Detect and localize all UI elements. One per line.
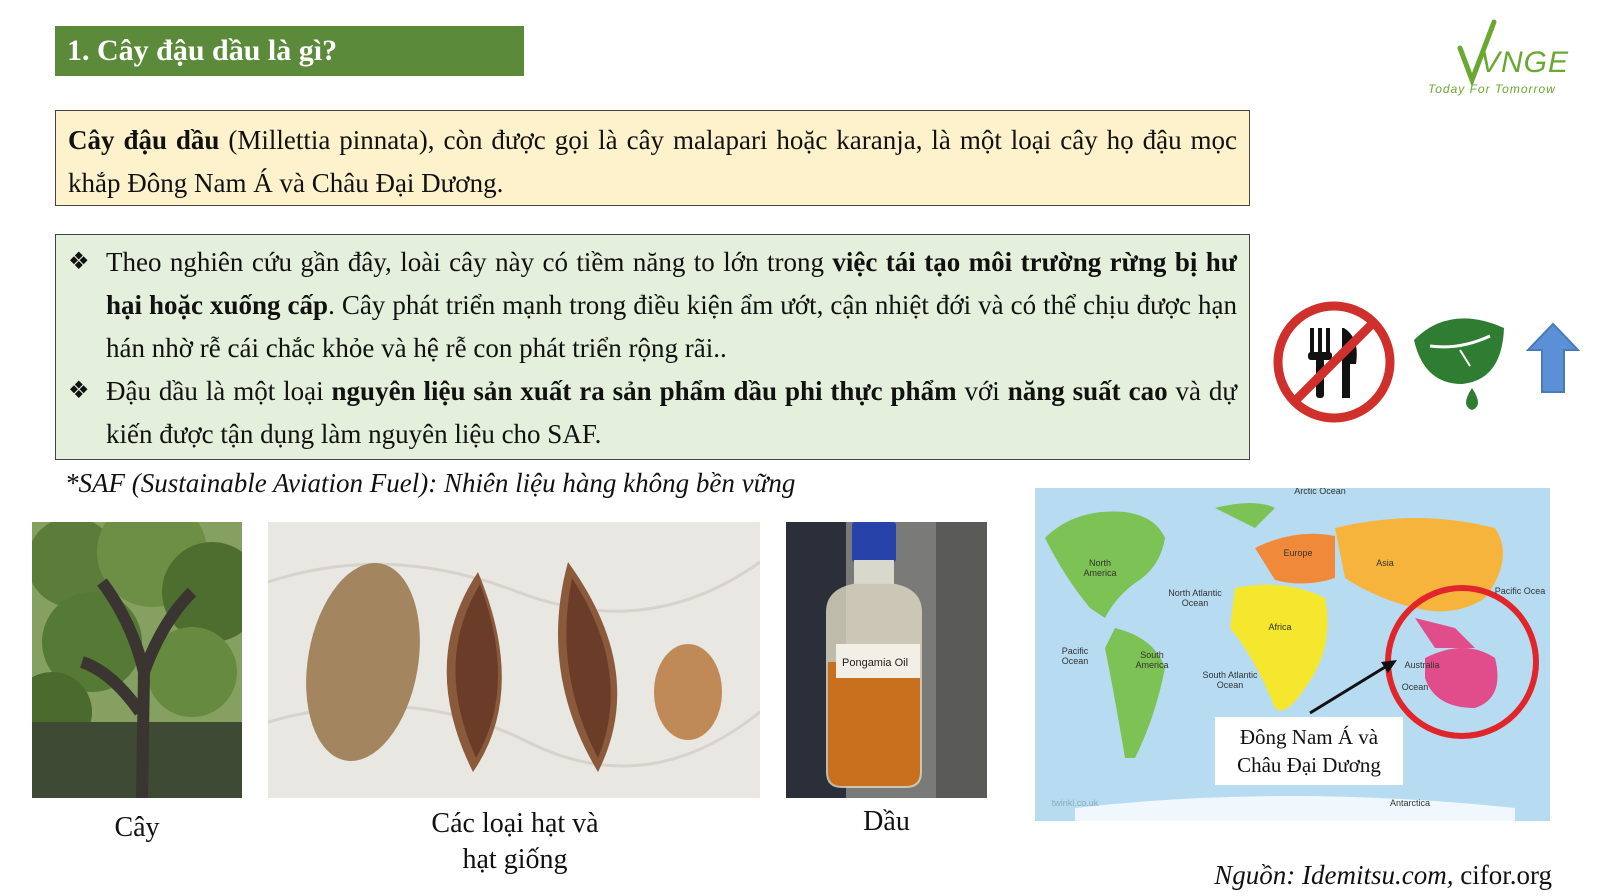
logo-text: VNGE [1480, 46, 1570, 79]
oil-caption: Dầu [863, 806, 910, 837]
map-label-north-america: North America [1083, 558, 1117, 578]
map-label-pacific-left: Pacific Ocean [1061, 646, 1089, 666]
oil-photo [786, 522, 987, 798]
map-label-antarctica: Antarctica [1389, 798, 1431, 808]
source-plain: cifor.org [1453, 860, 1552, 890]
info-box [55, 234, 1250, 460]
source-credit [1214, 860, 1552, 891]
bullet-bold-text: nguyên liệu sản xuất ra sản phẩm dầu phi thực phẩm [331, 376, 957, 406]
vnge-logo [1420, 18, 1590, 100]
oil-bottle-label: Pongamia Oil [842, 657, 909, 669]
map-callout-line: Châu Đại Dương [1237, 753, 1381, 777]
bullet-text: và dự kiến được tận dụng làm nguyên liệu cho SAF. [106, 376, 1238, 449]
map-watermark: twinkl.co.uk [1051, 798, 1099, 808]
tree-photo [32, 522, 242, 798]
map-label-south-atlantic: South Atlantic Ocean [1202, 670, 1258, 690]
map-label-indian: Ocean [1401, 682, 1429, 692]
seeds-caption-line: Các loại hạt và [431, 808, 599, 839]
bullet-item [68, 241, 1237, 370]
definition-text: (Millettia pinnata), còn được gọi là cây malapari hoặc karanja, là một loại cây họ đậu mọc khắp Đông Nam Á và Châu Đại Dương. [68, 125, 1237, 198]
map-label-south-america: South America [1135, 650, 1169, 670]
source-italic: Nguồn: Idemitsu.com, [1214, 860, 1454, 890]
map-label-africa: Africa [1268, 622, 1292, 632]
map-label-pacific-right: Pacific Ocea [1494, 586, 1546, 596]
bullet-text: Theo nghiên cứu gần đây, loài cây này có tiềm năng to lớn trong [106, 247, 833, 277]
bullet-text: với [956, 376, 1008, 406]
seeds-photo [268, 522, 760, 798]
definition-box [55, 110, 1250, 206]
section-title: 1. Cây đậu dầu là gì? [55, 26, 524, 76]
bullet-text: . Cây phát triển mạnh trong điều kiện ẩm ướt, cận nhiệt đới và có thể chịu được hạn hán nhờ rễ cái chắc khỏe và hệ rễ con phát triển rộng rãi.. [106, 290, 1237, 363]
logo-tagline: Today For Tomorrow [1428, 82, 1556, 96]
map-label-arctic: Arctic Ocean [1294, 488, 1346, 496]
map-label-europe: Europe [1283, 548, 1313, 558]
leaf-oil-drop-icon [1410, 310, 1510, 420]
seeds-caption [390, 806, 640, 878]
bullet-mark-icon: ❖ [68, 249, 90, 275]
map-label-north-atlantic: North Atlantic Ocean [1168, 588, 1222, 608]
tree-caption: Cây [114, 812, 160, 843]
bullet-item [68, 370, 1237, 456]
bullet-bold-text: việc tái tạo môi trường rừng bị hư hại hoặc xuống cấp [106, 247, 1238, 320]
map-label-asia: Asia [1376, 558, 1394, 568]
map-label-australia: Australia [1404, 660, 1440, 670]
definition-term: Cây đậu dầu [68, 125, 220, 155]
bullet-bold-text: năng suất cao [1007, 376, 1168, 406]
no-food-icon [1270, 298, 1398, 426]
seeds-caption-line: hạt giống [462, 844, 568, 875]
map-region-callout [1215, 717, 1403, 785]
bullet-text: Đậu dầu là một loại [106, 376, 332, 406]
up-arrow-icon [1526, 322, 1580, 394]
world-map [1035, 488, 1550, 821]
bullet-mark-icon: ❖ [68, 378, 90, 404]
map-callout-line: Đông Nam Á và [1239, 725, 1379, 749]
saf-footnote: *SAF (Sustainable Aviation Fuel): Nhiên liệu hàng không bền vững [65, 468, 796, 498]
